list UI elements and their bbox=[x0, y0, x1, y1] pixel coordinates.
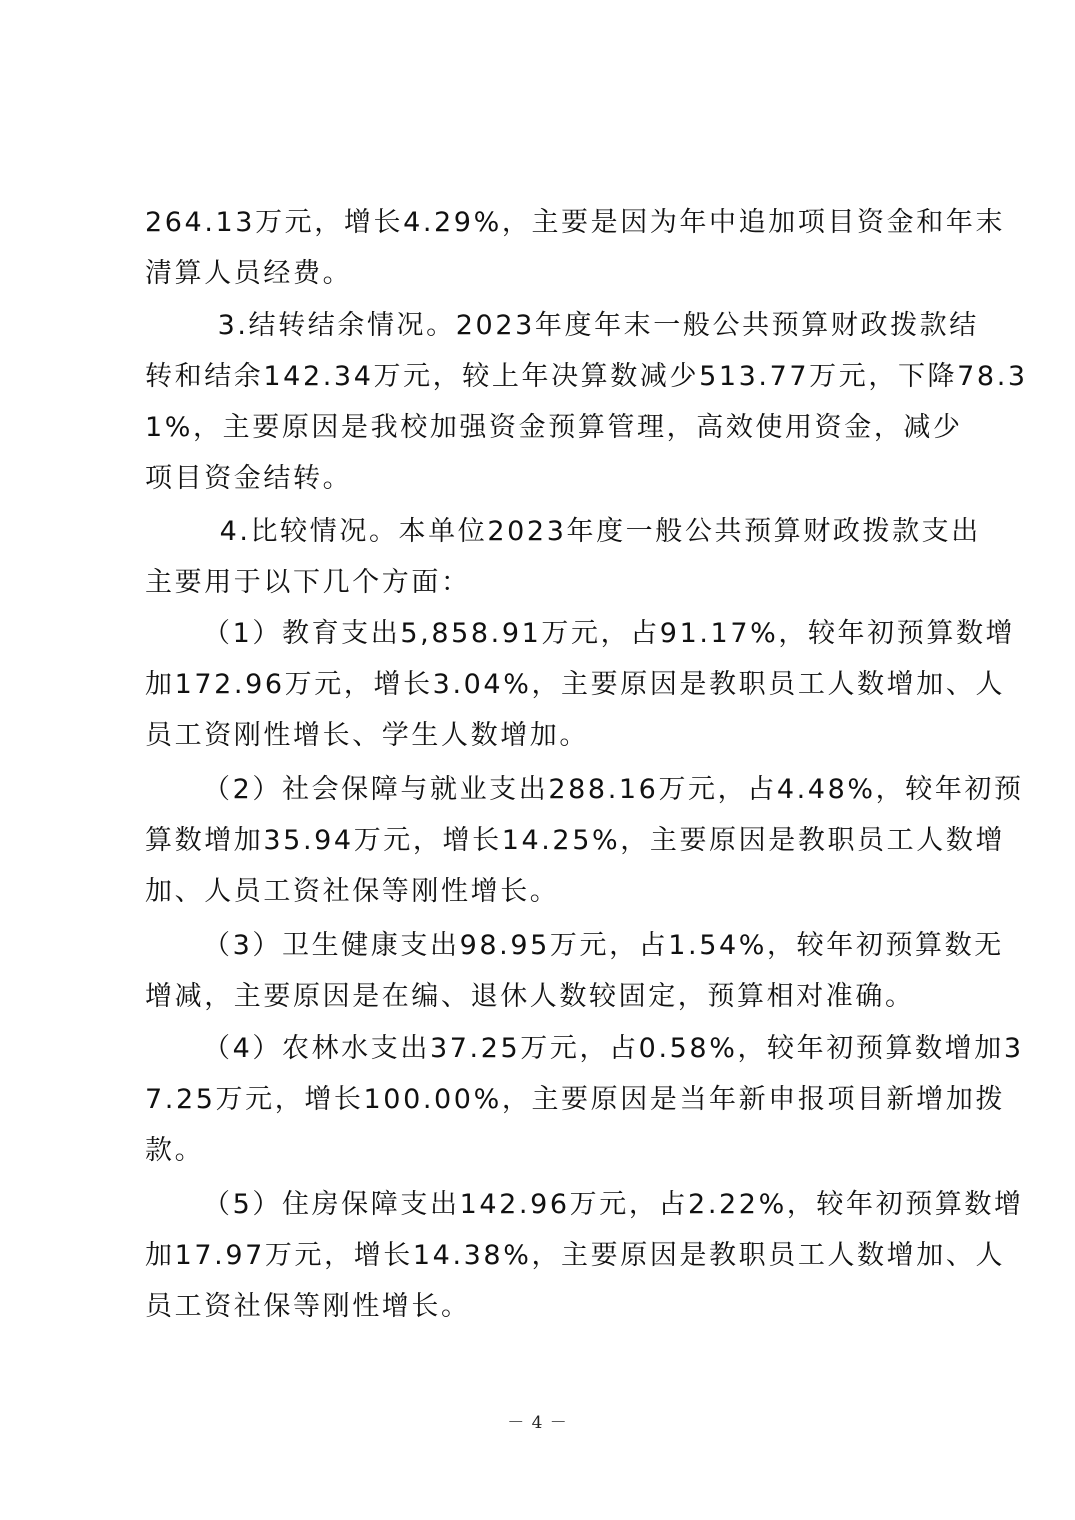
text-line-16: 增减，主要原因是在编、退休人数较固定，预算相对准确。 bbox=[145, 981, 915, 1012]
text-line-20: （5）住房保障支出142.96万元，占2.22%，较年初预算数增 bbox=[203, 1189, 1024, 1220]
text-line-5: 1%，主要原因是我校加强资金预算管理，高效使用资金，减少 bbox=[145, 412, 963, 443]
text-line-11: 员工资刚性增长、学生人数增加。 bbox=[145, 720, 589, 751]
text-line-17: （4）农林水支出37.25万元，占0.58%，较年初预算数增加3 bbox=[203, 1033, 1024, 1064]
text-line-14: 加、人员工资社保等刚性增长。 bbox=[145, 876, 560, 907]
text-line-15: （3）卫生健康支出98.95万元，占1.54%，较年初预算数无 bbox=[203, 930, 1004, 961]
text-line-8: 主要用于以下几个方面： bbox=[145, 567, 471, 598]
text-line-13: 算数增加35.94万元，增长14.25%，主要原因是教职员工人数增 bbox=[145, 825, 1006, 856]
text-line-7: 4.比较情况。本单位2023年度一般公共预算财政拨款支出 bbox=[190, 516, 981, 547]
text-line-1: 264.13万元，增长4.29%，主要是因为年中追加项目资金和年末 bbox=[145, 207, 1006, 238]
text-line-9: （1）教育支出5,858.91万元，占91.17%，较年初预算数增 bbox=[203, 618, 1016, 649]
text-line-4: 转和结余142.34万元，较上年决算数减少513.77万元，下降78.3 bbox=[145, 361, 1028, 392]
text-line-21: 加17.97万元，增长14.38%，主要原因是教职员工人数增加、人 bbox=[145, 1240, 1006, 1271]
text-line-2: 清算人员经费。 bbox=[145, 258, 353, 289]
text-line-10: 加172.96万元，增长3.04%，主要原因是教职员工人数增加、人 bbox=[145, 669, 1006, 700]
text-line-3: 3.结转结余情况。2023年度年末一般公共预算财政拨款结 bbox=[188, 310, 979, 341]
page-number: － 4 － bbox=[507, 1413, 568, 1433]
text-line-12: （2）社会保障与就业支出288.16万元，占4.48%，较年初预 bbox=[203, 774, 1024, 805]
text-line-22: 员工资社保等刚性增长。 bbox=[145, 1291, 471, 1322]
text-line-19: 款。 bbox=[145, 1135, 205, 1166]
text-line-18: 7.25万元，增长100.00%，主要原因是当年新申报项目新增加拨 bbox=[145, 1084, 1006, 1115]
text-line-6: 项目资金结转。 bbox=[145, 463, 353, 494]
